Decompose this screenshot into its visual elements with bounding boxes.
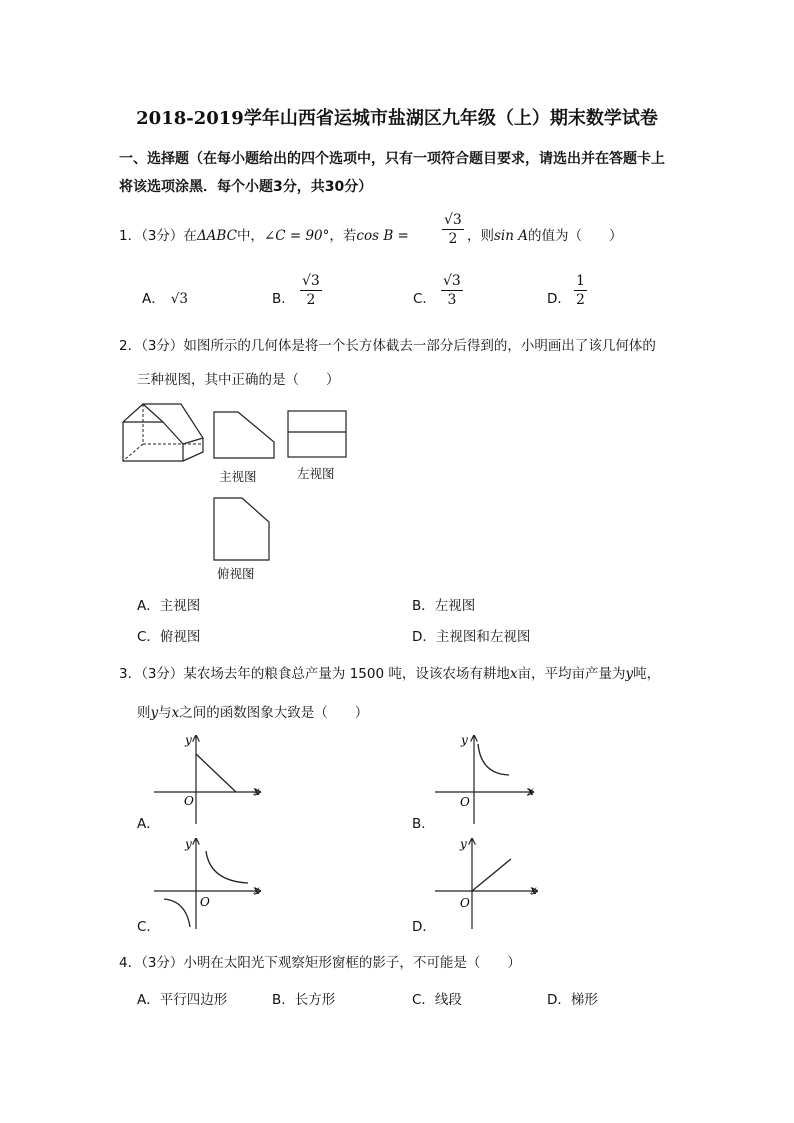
q1-end: 的值为（ ） — [527, 228, 623, 244]
q3-option-a[interactable]: A． — [137, 816, 160, 832]
q3-stem-line2 — [137, 701, 368, 721]
function-line — [196, 754, 236, 792]
q3-option-b[interactable]: B． — [412, 816, 435, 832]
solid-edge — [143, 404, 163, 422]
solid-edge — [183, 452, 203, 461]
q2-option-c[interactable]: C．俯视图 — [137, 629, 201, 645]
q1-option-b-fraction — [300, 273, 322, 308]
q1-stem-frac-den: 2 — [448, 231, 458, 247]
solid-edge — [163, 422, 183, 444]
q1-triangle: ΔABC — [196, 228, 237, 244]
origin-label: O — [184, 794, 194, 808]
frac-den: 3 — [447, 292, 457, 308]
q3-graph-b — [433, 730, 553, 826]
q3-graph-a — [152, 730, 272, 826]
q1-option-d-fraction — [574, 273, 587, 308]
q3-line2b: 与 — [158, 705, 172, 721]
q3-var-y: y — [150, 705, 159, 721]
q4-option-a[interactable]: A．平行四边形 — [137, 992, 228, 1008]
solid-outline — [123, 404, 203, 461]
q1-option-b[interactable] — [272, 287, 295, 307]
q1-ruo: ，若 — [329, 228, 357, 244]
q1-cosb: cos B = — [356, 228, 409, 244]
hyperbola-branch — [206, 851, 248, 883]
x-axis-label: x — [527, 784, 534, 798]
q2-option-a[interactable]: A．主视图 — [137, 598, 201, 614]
q3-line1: 3．（3分）某农场去年的粮食总产量为 1500 吨，设该农场有耕地 — [119, 666, 510, 682]
option-label: A． — [142, 291, 165, 307]
q3-var-x: x — [509, 666, 518, 682]
q2-option-d[interactable]: D．主视图和左视图 — [412, 629, 531, 645]
hidden-edge — [123, 444, 143, 461]
q2-solid-figure — [118, 400, 208, 466]
q3-option-d[interactable]: D． — [412, 919, 436, 935]
q4-option-b[interactable]: B．长方形 — [272, 992, 336, 1008]
q2-left-view-label: 左视图 — [297, 466, 335, 481]
q1-option-d[interactable] — [547, 287, 571, 307]
x-axis-label: x — [253, 883, 260, 897]
frac-num: √3 — [302, 273, 320, 289]
origin-label: O — [460, 795, 470, 809]
q1-number: 1．（3分）在 — [119, 228, 197, 244]
q3-line1b: 亩，平均亩产量为 — [517, 666, 626, 682]
q3-graph-d — [433, 835, 553, 931]
y-axis-label: y — [461, 733, 468, 747]
y-axis-label: y — [185, 837, 192, 851]
q3-line1c: 吨， — [633, 666, 661, 682]
fraction-bar — [300, 290, 322, 291]
q3-graph-c — [152, 835, 272, 931]
solid-edge — [183, 438, 203, 444]
frac-den: 2 — [306, 292, 316, 308]
x-axis-label: x — [253, 784, 260, 798]
frac-den: 2 — [576, 292, 585, 308]
q4-option-d[interactable]: D．梯形 — [547, 992, 598, 1008]
front-view-shape — [214, 412, 274, 458]
q4-option-c[interactable]: C．线段 — [412, 992, 462, 1008]
q1-stem-tail — [467, 224, 622, 244]
origin-label: O — [200, 895, 210, 909]
fraction-bar — [574, 290, 587, 291]
frac-num: 1 — [576, 273, 585, 289]
q1-tail: ，则 — [467, 228, 494, 244]
q1-option-c-fraction — [441, 273, 463, 308]
y-axis-label: y — [460, 837, 467, 851]
option-label: C． — [413, 291, 436, 307]
q2-option-b[interactable]: B．左视图 — [412, 598, 476, 614]
function-line — [472, 859, 511, 891]
q1-mid: 中， — [236, 228, 264, 244]
q3-stem-line1 — [119, 662, 660, 682]
option-value: √3 — [170, 291, 188, 307]
q2-left-view — [286, 409, 348, 461]
page-title: 2018-2019学年山西省运城市盐湖区九年级（上）期末数学试卷 — [136, 108, 658, 129]
q4-stem: 4．（3分）小明在太阳光下观察矩形窗框的影子，不可能是（ ） — [119, 955, 521, 971]
x-axis-label: x — [530, 883, 537, 897]
q2-front-view-label: 主视图 — [219, 469, 257, 484]
q1-stem-fraction — [442, 212, 464, 247]
q3-line2c: 之间的函数图象大致是（ ） — [179, 705, 369, 721]
y-axis-label: y — [185, 733, 192, 747]
q3-line2a: 则 — [137, 705, 151, 721]
q2-front-view — [212, 410, 278, 462]
hyperbola-branch — [478, 744, 509, 775]
fraction-bar — [442, 229, 464, 230]
section-header-line1: 一、选择题（在每小题给出的四个选项中，只有一项符合题目要求，请选出并在答题卡上 — [119, 151, 665, 167]
q1-option-c[interactable] — [413, 287, 436, 307]
q1-stem-frac-num: √3 — [444, 212, 462, 228]
q2-top-view-label: 俯视图 — [217, 566, 255, 581]
frac-num: √3 — [443, 273, 461, 289]
q3-option-c[interactable]: C． — [137, 919, 160, 935]
origin-label: O — [460, 896, 470, 910]
q2-stem-line1: 2．（3分）如图所示的几何体是将一个长方体截去一部分后得到的，小明画出了该几何体的 — [119, 338, 656, 354]
left-view-rect — [288, 411, 346, 457]
fraction-bar — [441, 290, 463, 291]
q1-stem — [119, 224, 409, 244]
q3-var-x: x — [171, 705, 180, 721]
q3-var-y: y — [625, 666, 634, 682]
option-label: D． — [547, 291, 571, 307]
q2-stem-line2: 三种视图，其中正确的是（ ） — [137, 372, 340, 388]
q1-sina: sin A — [494, 228, 528, 244]
q1-option-a[interactable] — [142, 287, 188, 307]
section-header-line2: 将该选项涂黑．每个小题3分，共30分） — [119, 179, 373, 195]
q2-top-view — [212, 496, 272, 564]
hyperbola-branch — [164, 899, 190, 927]
q1-angle: ∠C = 90° — [263, 228, 330, 244]
option-label: B． — [272, 291, 295, 307]
top-view-shape — [214, 498, 269, 560]
